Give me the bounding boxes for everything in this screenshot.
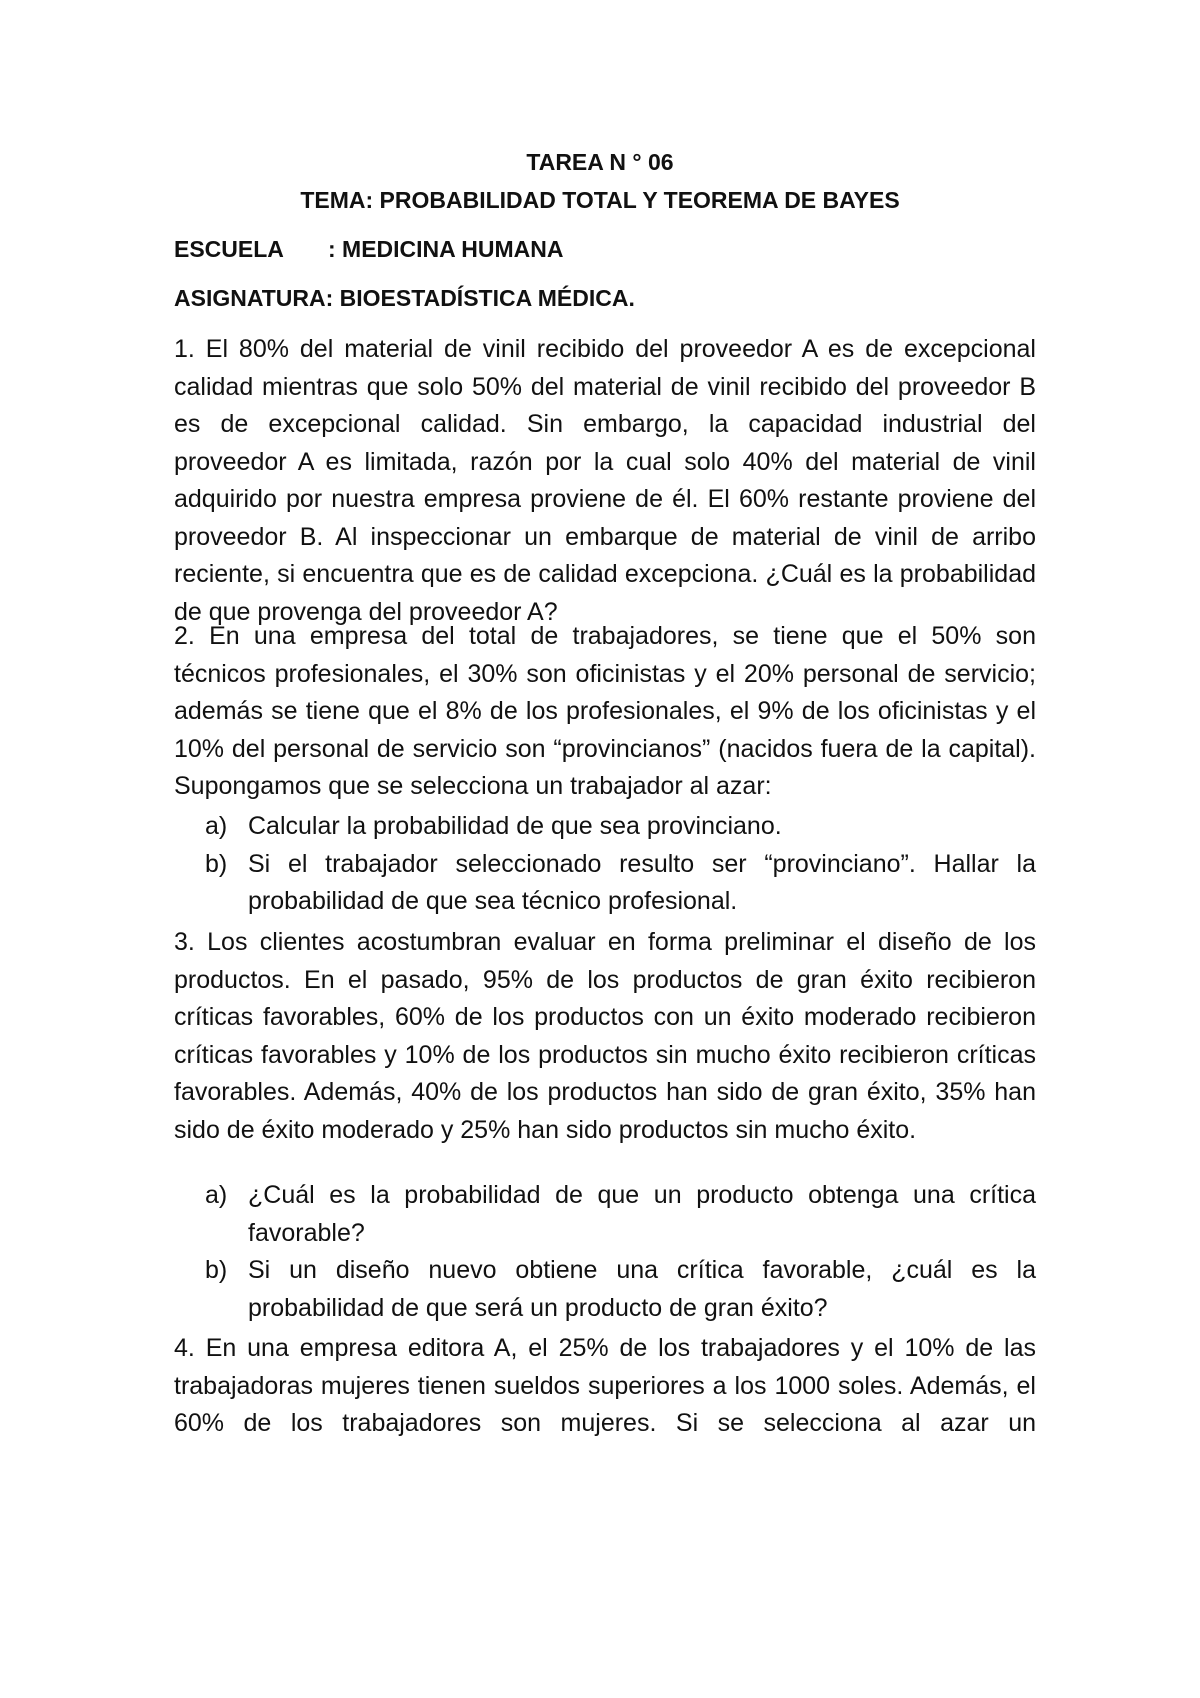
list-item-text: Calcular la probabilidad de que sea provinciano. <box>248 812 782 840</box>
list-marker: a) <box>205 1181 228 1209</box>
school-label: ESCUELA <box>174 236 284 262</box>
problem-3: 3. Los clientes acostumbran evaluar en forma preliminar el diseño de los productos. En el pasado, 95% de los productos de gran éxito recibieron críticas favorables, 60% de los productos con un éxito moderado recibieron críticas favorables y 10% de los productos sin mucho éxito recibieron críticas favorables. Además, 40% de los productos han sido de gran éxito, 35% han sido de éxito moderado y 25% han sido productos sin mucho éxito. <box>174 928 1036 1144</box>
list-marker: b) <box>205 1256 228 1284</box>
subject-line: ASIGNATURA: BIOESTADÍSTICA MÉDICA. <box>174 285 635 311</box>
list-item-text: Si el trabajador seleccionado resulto ser “provinciano”. Hallar la probabilidad de que sea técnico profesional. <box>248 849 1036 915</box>
problem-2: 2. En una empresa del total de trabajadores, se tiene que el 50% son técnicos profesionales, el 30% son oficinistas y el 20% personal de servicio; además se tiene que el 8% de los profesionales, el 9% de los oficinistas y el 10% del personal de servicio son “provincianos” (nacidos fuera de la capital). Supongamos que se selecciona un trabajador al azar: <box>174 622 1036 800</box>
list-marker: a) <box>205 812 228 840</box>
topic-heading: TEMA: PROBABILIDAD TOTAL Y TEOREMA DE BAYES <box>300 187 900 213</box>
list-item <box>0 808 1200 846</box>
list-item-text: ¿Cuál es la probabilidad de que un producto obtenga una crítica favorable? <box>248 1181 1036 1247</box>
problem-4: 4. En una empresa editora A, el 25% de los trabajadores y el 10% de las trabajadoras mujeres tienen sueldos superiores a los 1000 soles. Además, el 60% de los trabajadores son mujeres. Si se selecciona al azar un <box>174 1334 1036 1437</box>
list-item-text: Si un diseño nuevo obtiene una crítica favorable, ¿cuál es la probabilidad de que será un producto de gran éxito? <box>248 1256 1036 1322</box>
problem-3-list <box>0 1177 1200 1327</box>
list-item <box>0 846 1200 921</box>
document-title: TAREA N ° 06 <box>526 149 674 175</box>
list-item <box>0 1177 1200 1252</box>
list-marker: b) <box>205 849 228 878</box>
problem-1: 1. El 80% del material de vinil recibido del proveedor A es de excepcional calidad mientras que solo 50% del material de vinil recibido del proveedor B es de excepcional calidad. Sin embargo, la capacidad industrial del proveedor A es limitada, razón por la cual solo 40% del material de vinil adquirido por nuestra empresa proviene de él. El 60% restante proviene del proveedor B. Al inspeccionar un embarque de material de vinil de arribo reciente, si encuentra que es de calidad excepciona. ¿Cuál es la probabilidad de que provenga del proveedor A? <box>174 335 1036 626</box>
problem-2-list <box>0 808 1200 921</box>
list-item <box>0 1252 1200 1327</box>
school-line <box>174 235 564 263</box>
school-value: : MEDICINA HUMANA <box>328 236 564 262</box>
